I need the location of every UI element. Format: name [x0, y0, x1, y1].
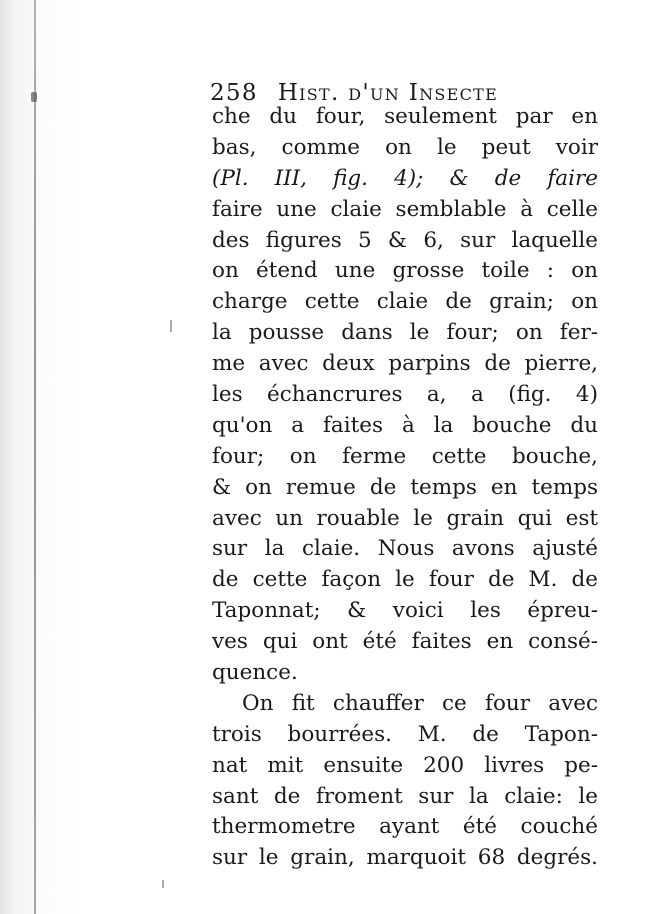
running-title: Hist. d'un Insecte	[277, 80, 499, 106]
text-line: avec un rouable le grain qui est	[212, 505, 598, 531]
text-line: les échancrures a, a (fig. 4)	[212, 382, 598, 408]
text-line: che du four, seulement par en	[212, 104, 598, 129]
text-line: me avec deux parpins de pierre,	[212, 351, 598, 377]
text-line: On fit chauffer ce four avec	[242, 690, 598, 716]
binding-gutter	[34, 0, 36, 914]
text-line: (Pl. III, fig. 4); & de faire	[212, 165, 598, 191]
text-line: four; on ferme cette bouche,	[212, 443, 598, 469]
text-line: nat mit ensuite 200 livres pe-	[212, 752, 598, 778]
text-line: thermometre ayant été couché	[212, 814, 598, 840]
text-line: ves qui ont été faites en consé-	[212, 629, 598, 655]
text-line: bas, comme on le peut voir	[212, 134, 598, 160]
text-line: sur le grain, marquoit 68 degrés.	[212, 845, 598, 871]
text-line: quence.	[212, 660, 298, 686]
page-number: 258	[210, 80, 258, 106]
gutter-stain	[31, 92, 37, 102]
text-line: charge cette claie de grain; on	[212, 289, 598, 315]
body-text	[212, 102, 598, 874]
text-line: & on remue de temps en temps	[212, 474, 598, 500]
text-line: Taponnat; & voici les épreu-	[212, 598, 598, 624]
text-line: qu'on a faites à la bouche du	[212, 412, 598, 438]
text-line: trois bourrées. M. de Tapon-	[212, 721, 598, 747]
margin-fleck	[162, 880, 164, 888]
text-line: la pousse dans le four; on fer-	[212, 320, 598, 346]
text-line: faire une claie semblable à celle	[212, 196, 598, 222]
text-line: de cette façon le four de M. de	[212, 567, 598, 593]
margin-fleck	[170, 320, 172, 332]
text-line: on étend une grosse toile : on	[212, 258, 598, 284]
text-line: sur la claie. Nous avons ajusté	[212, 536, 598, 562]
text-line: des figures 5 & 6, sur laquelle	[212, 227, 598, 253]
text-line: sant de froment sur la claie: le	[212, 783, 598, 809]
